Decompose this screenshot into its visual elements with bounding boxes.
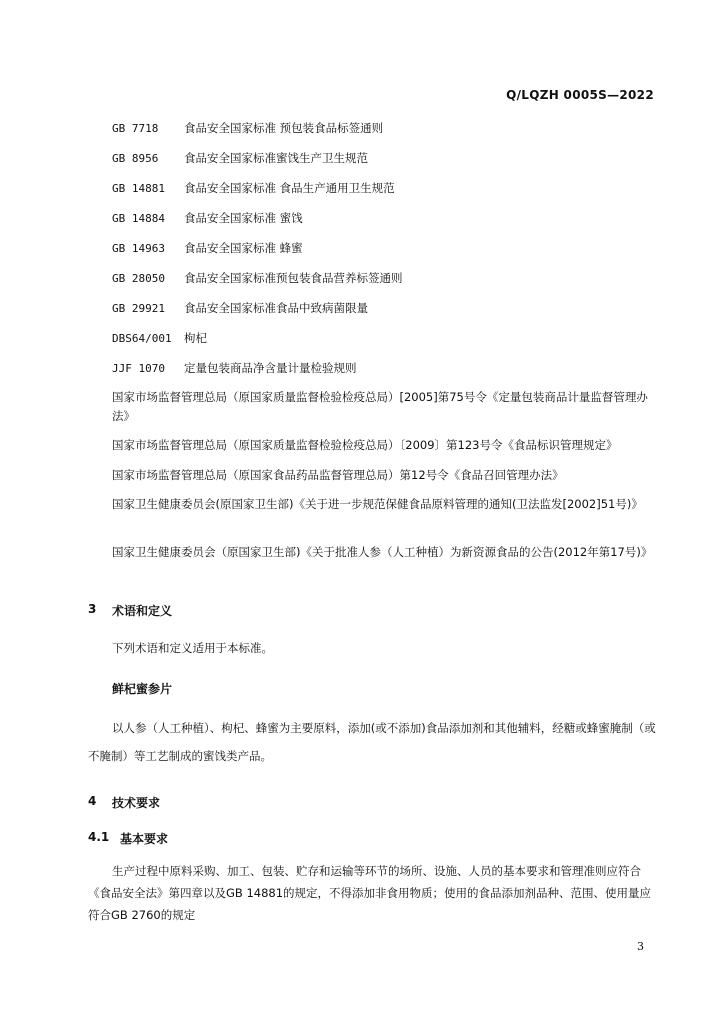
reference-code: GB 29921: [112, 302, 165, 315]
regulation-item: 国家市场监督管理总局（原国家质量监督检验检疫总局）[2005]第75号令《定量包装商品计量监督管理办法》: [112, 390, 648, 423]
reference-item: [112, 210, 303, 226]
section-4-title: 技术要求: [112, 796, 161, 810]
term-name: 鲜杞蜜参片: [112, 682, 173, 696]
reference-title: 食品安全国家标准预包装食品营养标签通则: [184, 271, 403, 285]
reference-item: [112, 240, 303, 256]
reference-title: 定量包装商品净含量计量检验规则: [184, 361, 357, 375]
reference-title: 食品安全国家标准 蜂蜜: [184, 241, 303, 255]
reference-title: 食品安全国家标准食品中致病菌限量: [184, 301, 368, 315]
regulation-item: 国家卫生健康委员会(原国家卫生部)《关于进一步规范保健食品原料管理的通知(卫法监发[2002]51号)》: [112, 497, 643, 511]
reference-item: [112, 330, 207, 346]
reference-code: DBS64/001: [112, 332, 172, 345]
reference-item: [112, 180, 395, 196]
reference-code: GB 14881: [112, 182, 165, 195]
reference-item: [112, 150, 368, 166]
document-code: Q/LQZH 0005S—2022: [506, 88, 654, 102]
reference-title: 食品安全国家标准 食品生产通用卫生规范: [184, 181, 395, 195]
reference-item: [112, 270, 403, 286]
section-4-1-number: 4.1: [88, 830, 110, 844]
reference-code: GB 28050: [112, 272, 165, 285]
section-3-intro: 下列术语和定义适用于本标准。: [112, 641, 273, 655]
reference-code: GB 7718: [112, 122, 159, 135]
regulation-item: 国家卫生健康委员会（原国家卫生部)《关于批准人参（人工种植）为新资源食品的公告(2012年第17号)》: [112, 545, 653, 559]
regulation-item: 国家市场监督管理总局（原国家食品药品监督管理总局）第12号令《食品召回管理办法》: [112, 468, 564, 482]
reference-item: [112, 120, 383, 136]
reference-title: 枸杞: [184, 331, 207, 345]
section-4-1-text: 生产过程中原料采购、加工、包装、贮存和运输等环节的场所、设施、人员的基本要求和管理准则应符合《食品安全法》第四章以及GB 14881的规定，不得添加非食用物质；使用的食品添加剂品种、范围、使用量应符合GB 2760的规定: [88, 864, 652, 922]
reference-title: 食品安全国家标准 预包装食品标签通则: [184, 121, 384, 135]
section-4-number: 4: [88, 794, 97, 808]
reference-item: [112, 300, 368, 316]
reference-title: 食品安全国家标准蜜饯生产卫生规范: [184, 151, 368, 165]
term-definition: 以人参（人工种植）、枸杞、蜂蜜为主要原料，添加(或不添加)食品添加剂和其他辅料，经糖或蜂蜜腌制（或不腌制）等工艺制成的蜜饯类产品。: [88, 721, 656, 763]
page-number: 3: [637, 940, 644, 953]
reference-title: 食品安全国家标准 蜜饯: [184, 211, 303, 225]
regulation-item: 国家市场监督管理总局（原国家质量监督检验检疫总局）〔2009〕第123号令《食品标识管理规定》: [112, 438, 618, 452]
reference-code: GB 14884: [112, 212, 165, 225]
section-4-1-title: 基本要求: [120, 832, 169, 846]
section-3-number: 3: [88, 602, 97, 616]
section-3-title: 术语和定义: [112, 604, 173, 618]
reference-code: GB 8956: [112, 152, 159, 165]
reference-code: JJF 1070: [112, 362, 165, 375]
reference-code: GB 14963: [112, 242, 165, 255]
reference-item: [112, 360, 357, 376]
